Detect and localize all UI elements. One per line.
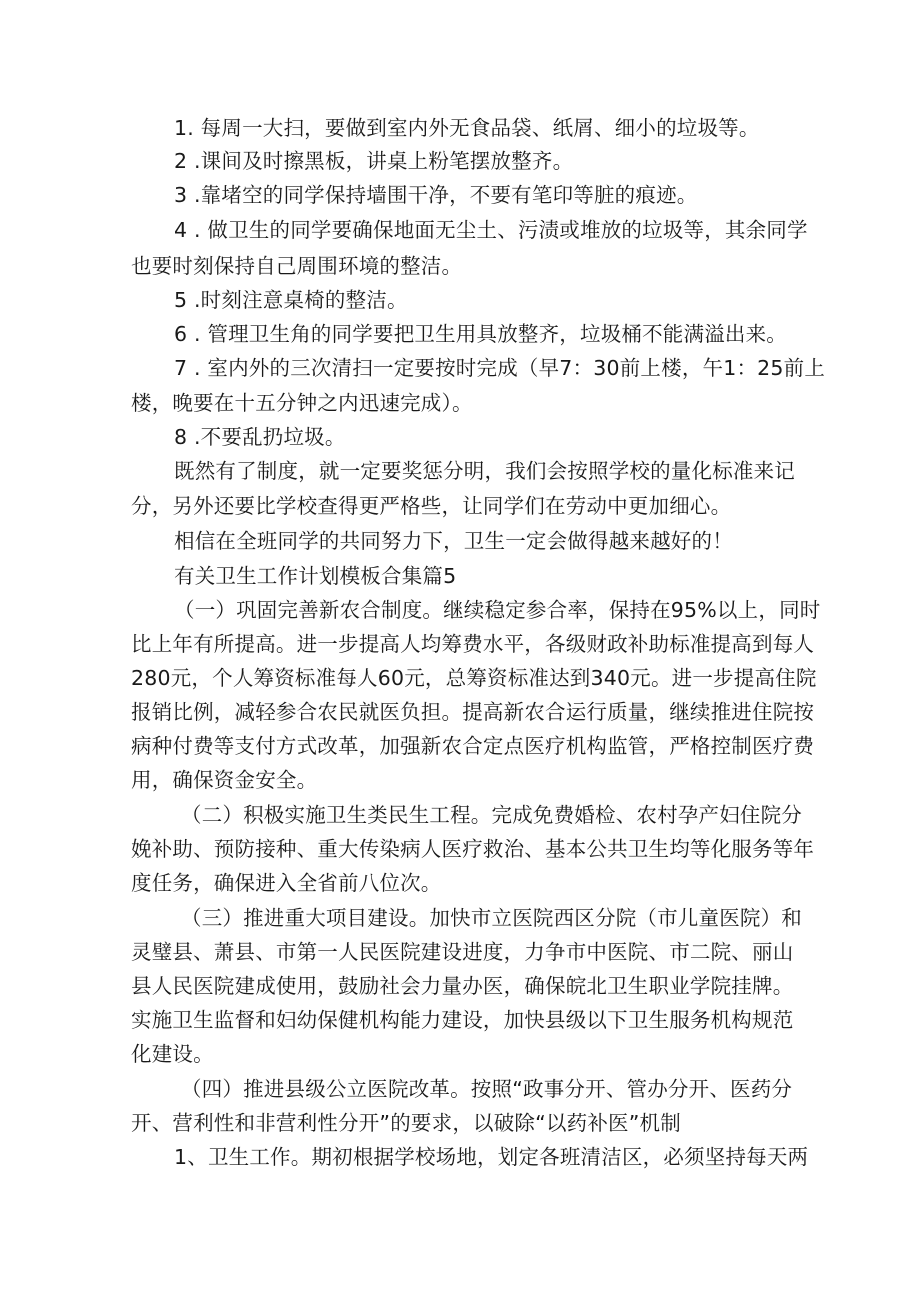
text-line: 县人民医院建成使用，鼓励社会力量办医，确保皖北卫生职业学院挂牌。 <box>131 974 794 998</box>
text-line: 既然有了制度，就一定要奖惩分明，我们会按照学校的量化标准来记 <box>174 459 795 483</box>
text-line: 5 .时刻注意桌椅的整洁。 <box>174 288 408 312</box>
text-line: 灵璧县、萧县、市第一人民医院建设进度，力争市中医院、市二院、丽山 <box>131 940 794 964</box>
text-line: （三）推进重大项目建设。加快市立医院西区分院（市儿童医院）和 <box>181 906 802 930</box>
text-line: 度任务，确保进入全省前八位次。 <box>131 871 442 895</box>
text-line: 相信在全班同学的共同努力下，卫生一定会做得越来越好的！ <box>174 529 733 553</box>
text-line: 报销比例，减轻参合农民就医负担。提高新农合运行质量，继续推进住院按 <box>131 700 815 724</box>
text-line: 280元，个人筹资标准每人60元，总筹资标准达到340元。进一步提高住院 <box>131 666 817 690</box>
text-line: 7 . 室内外的三次清扫一定要按时完成（早7：30前上楼，午1：25前上 <box>174 356 826 380</box>
text-line: 4 . 做卫生的同学要确保地面无尘土、污渍或堆放的垃圾等，其余同学 <box>174 218 808 242</box>
text-line: 2 .课间及时擦黑板，讲桌上粉笔摆放整齐。 <box>174 149 574 173</box>
text-line: 也要时刻保持自己周围环境的整洁。 <box>131 254 463 278</box>
text-line: 分，另外还要比学校查得更严格些，让同学们在劳动中更加细心。 <box>131 494 732 518</box>
text-line: 用，确保资金安全。 <box>131 768 318 792</box>
text-line: 比上年有所提高。进一步提高人均筹费水平，各级财政补助标准提高到每人 <box>131 632 815 656</box>
text-line: （一）巩固完善新农合制度。继续稳定参合率，保持在95%以上，同时 <box>174 598 821 622</box>
text-line: （四）推进县级公立医院改革。按照“政事分开、管办分开、医药分 <box>181 1077 793 1101</box>
text-line: 8 .不要乱扔垃圾。 <box>174 425 346 449</box>
text-line: 有关卫生工作计划模板合集篇5 <box>174 564 457 588</box>
text-line: 1、卫生工作。期初根据学校场地，划定各班清洁区，必须坚持每天两 <box>174 1145 809 1169</box>
text-line: 实施卫生监督和妇幼保健机构能力建设，加快县级以下卫生服务机构规范 <box>131 1008 794 1032</box>
text-line: 开、营利性和非营利性分开”的要求，以破除“以药补医”机制 <box>131 1111 681 1135</box>
text-line: 病种付费等支付方式改革，加强新农合定点医疗机构监管，严格控制医疗费 <box>131 734 815 758</box>
text-line: 娩补助、预防接种、重大传染病人医疗救治、基本公共卫生均等化服务等年 <box>131 837 815 861</box>
text-line: 3 .靠堵空的同学保持墙围干净，不要有笔印等脏的痕迹。 <box>174 183 698 207</box>
text-line: 6 . 管理卫生角的同学要把卫生用具放整齐，垃圾桶不能满溢出来。 <box>174 322 787 346</box>
text-line: 1. 每周一大扫，要做到室内外无食品袋、纸屑、细小的垃圾等。 <box>174 116 760 140</box>
text-line: （二）积极实施卫生类民生工程。完成免费婚检、农村孕产妇住院分 <box>181 803 802 827</box>
text-line: 楼，晚要在十五分钟之内迅速完成）。 <box>131 391 473 415</box>
text-line: 化建设。 <box>131 1042 214 1066</box>
